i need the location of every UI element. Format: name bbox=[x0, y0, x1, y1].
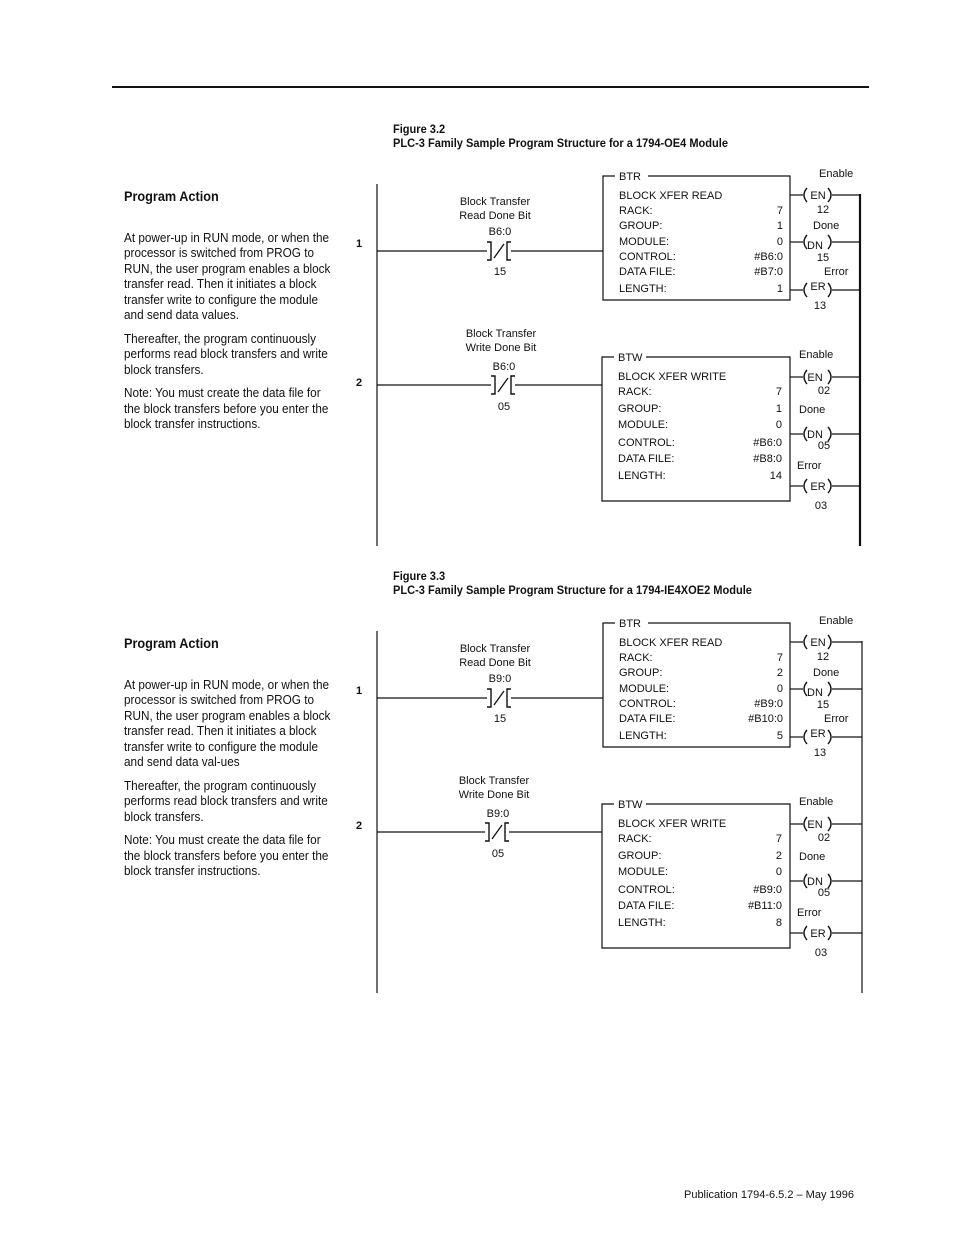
program-action-paragraph: Thereafter, the program continuously performs read block transfers and write block transfers. bbox=[124, 778, 328, 824]
field-label: LENGTH: bbox=[618, 917, 666, 929]
publication-footer: Publication 1794-6.5.2 – May 1996 bbox=[683, 1189, 854, 1201]
coil-name: EN bbox=[807, 372, 823, 384]
coil-bit: 12 bbox=[816, 651, 830, 663]
coil-label: Error bbox=[824, 713, 849, 725]
coil-name: ER bbox=[810, 481, 826, 493]
coil-en bbox=[790, 615, 862, 663]
program-action bbox=[124, 636, 336, 888]
block-title: BLOCK XFER WRITE bbox=[618, 371, 727, 383]
contact-label: Read Done Bit bbox=[459, 657, 531, 669]
field-value: 1 bbox=[776, 220, 783, 232]
coil-name: EN bbox=[810, 637, 826, 649]
coil-bit: 02 bbox=[817, 385, 831, 397]
coil-bit: 15 bbox=[816, 252, 830, 264]
rung-number: 2 bbox=[356, 820, 363, 832]
block-title: BLOCK XFER READ bbox=[619, 190, 723, 202]
coil-label: Done bbox=[799, 851, 826, 863]
field-value: 5 bbox=[776, 730, 783, 742]
btr-block bbox=[603, 618, 790, 747]
field-value: #B9:0 bbox=[754, 698, 783, 710]
field-value: #B11:0 bbox=[747, 900, 782, 912]
field-label: RACK: bbox=[618, 833, 652, 845]
field-label: MODULE: bbox=[619, 236, 670, 248]
field-value: #B8:0 bbox=[753, 453, 782, 465]
rung-number: 1 bbox=[356, 238, 363, 250]
program-action-heading: Program Action bbox=[124, 189, 219, 204]
field-value: #B6:0 bbox=[753, 437, 782, 449]
coil-en bbox=[790, 349, 860, 397]
coil-en bbox=[790, 796, 862, 844]
coil-dn bbox=[790, 851, 862, 899]
contact-bit: 05 bbox=[497, 401, 511, 413]
contact-address: B6:0 bbox=[492, 361, 516, 373]
contact-address: B9:0 bbox=[486, 808, 510, 820]
coil-label: Done bbox=[813, 667, 840, 679]
nc-contact bbox=[487, 689, 511, 707]
btr-block bbox=[603, 171, 790, 300]
field-label: LENGTH: bbox=[618, 470, 666, 482]
field-label: LENGTH: bbox=[619, 730, 667, 742]
field-value: 7 bbox=[776, 652, 783, 664]
ladder-svg bbox=[345, 613, 875, 1003]
field-label: MODULE: bbox=[618, 866, 669, 878]
figure-number: Figure 3.3 bbox=[393, 569, 446, 583]
coil-label: Enable bbox=[799, 796, 834, 808]
contact-address: B6:0 bbox=[488, 226, 512, 238]
contact-bit: 05 bbox=[491, 848, 505, 860]
field-value: 2 bbox=[775, 850, 782, 862]
field-label: RACK: bbox=[619, 205, 653, 217]
field-value: 14 bbox=[769, 470, 782, 482]
coil-label: Error bbox=[797, 460, 822, 472]
coil-name: ER bbox=[810, 281, 826, 293]
field-value: 0 bbox=[776, 683, 783, 695]
coil-name: DN bbox=[807, 240, 823, 252]
field-label: GROUP: bbox=[618, 850, 662, 862]
program-action-paragraph: At power-up in RUN mode, or when the processor is switched from PROG to RUN, the user program enables a block transfer read. Then it initiates a block transfer write to configure the module and send data val-ues bbox=[124, 677, 331, 769]
contact-address: B9:0 bbox=[488, 673, 512, 685]
field-value: 1 bbox=[776, 283, 783, 295]
field-label: DATA FILE: bbox=[619, 713, 676, 725]
rung-1 bbox=[356, 168, 860, 312]
field-value: 1 bbox=[775, 403, 782, 415]
btw-block bbox=[602, 352, 790, 501]
coil-er bbox=[790, 460, 860, 512]
coil-name: ER bbox=[810, 928, 826, 940]
field-value: 0 bbox=[776, 236, 783, 248]
coil-dn bbox=[790, 404, 860, 452]
block-type: BTR bbox=[619, 171, 641, 183]
rung-1 bbox=[356, 615, 862, 759]
header-rule bbox=[112, 86, 869, 88]
block-type: BTW bbox=[618, 352, 643, 364]
coil-bit: 13 bbox=[813, 747, 827, 759]
block-type: BTW bbox=[618, 799, 643, 811]
coil-er bbox=[790, 907, 862, 959]
field-value: #B10:0 bbox=[748, 713, 783, 725]
figure-caption bbox=[393, 569, 752, 597]
field-value: 0 bbox=[775, 866, 782, 878]
field-label: MODULE: bbox=[619, 683, 670, 695]
coil-label: Error bbox=[797, 907, 822, 919]
field-label: RACK: bbox=[619, 652, 653, 664]
coil-label: Enable bbox=[799, 349, 834, 361]
field-label: GROUP: bbox=[618, 403, 662, 415]
field-label: DATA FILE: bbox=[619, 266, 676, 278]
nc-contact bbox=[491, 376, 515, 394]
coil-bit: 13 bbox=[813, 300, 827, 312]
program-action-note: Note: You must create the data file for the block transfers before you enter the block transfer instructions. bbox=[124, 833, 329, 878]
figure-number: Figure 3.2 bbox=[393, 122, 446, 136]
ladder-diagram bbox=[345, 166, 875, 566]
block-type: BTR bbox=[619, 618, 641, 630]
field-label: DATA FILE: bbox=[618, 900, 675, 912]
rung-number: 1 bbox=[356, 685, 363, 697]
field-label: MODULE: bbox=[618, 419, 669, 431]
coil-label: Done bbox=[799, 404, 826, 416]
block-title: BLOCK XFER WRITE bbox=[618, 818, 727, 830]
btw-block bbox=[602, 799, 790, 948]
field-label: CONTROL: bbox=[619, 698, 676, 710]
contact-label: Block Transfer bbox=[458, 775, 530, 787]
coil-bit: 05 bbox=[817, 440, 831, 452]
program-action-paragraph: Thereafter, the program continuously performs read block transfers and write block transfers. bbox=[124, 331, 328, 377]
coil-er bbox=[790, 266, 860, 312]
field-value: 2 bbox=[776, 667, 783, 679]
coil-name: EN bbox=[807, 819, 823, 831]
rung-number: 2 bbox=[356, 377, 363, 389]
coil-bit: 02 bbox=[817, 832, 831, 844]
field-label: GROUP: bbox=[619, 667, 663, 679]
rung-2 bbox=[356, 328, 860, 512]
field-value: 0 bbox=[775, 419, 782, 431]
coil-en bbox=[790, 168, 860, 216]
figure-caption bbox=[393, 122, 728, 150]
coil-label: Enable bbox=[819, 615, 854, 627]
coil-bit: 03 bbox=[814, 500, 828, 512]
contact-label: Write Done Bit bbox=[458, 789, 530, 801]
coil-bit: 03 bbox=[814, 947, 828, 959]
field-value: 7 bbox=[775, 386, 782, 398]
coil-name: ER bbox=[810, 728, 826, 740]
field-label: DATA FILE: bbox=[618, 453, 675, 465]
field-label: GROUP: bbox=[619, 220, 663, 232]
contact-label: Read Done Bit bbox=[459, 210, 531, 222]
field-label: CONTROL: bbox=[618, 437, 675, 449]
coil-name: EN bbox=[810, 190, 826, 202]
field-label: CONTROL: bbox=[619, 251, 676, 263]
contact-label: Write Done Bit bbox=[465, 342, 537, 354]
coil-dn bbox=[790, 220, 860, 264]
coil-bit: 15 bbox=[816, 699, 830, 711]
contact-label: Block Transfer bbox=[459, 196, 531, 208]
program-action-paragraph: At power-up in RUN mode, or when the processor is switched from PROG to RUN, the user program enables a block transfer read. Then it initiates a block transfer write to configure the module and send data values. bbox=[124, 230, 331, 322]
coil-name: DN bbox=[807, 429, 823, 441]
contact-bit: 15 bbox=[493, 266, 507, 278]
contact-label: Block Transfer bbox=[459, 643, 531, 655]
field-label: CONTROL: bbox=[618, 884, 675, 896]
coil-bit: 12 bbox=[816, 204, 830, 216]
field-value: #B7:0 bbox=[754, 266, 783, 278]
ladder-svg bbox=[345, 166, 875, 556]
coil-label: Done bbox=[813, 220, 840, 232]
field-value: 7 bbox=[775, 833, 782, 845]
nc-contact bbox=[487, 242, 511, 260]
figure-title: PLC-3 Family Sample Program Structure for a 1794-OE4 Module bbox=[393, 136, 728, 150]
coil-label: Error bbox=[824, 266, 849, 278]
block-title: BLOCK XFER READ bbox=[619, 637, 723, 649]
coil-label: Enable bbox=[819, 168, 854, 180]
rung-2 bbox=[356, 775, 862, 959]
field-value: 7 bbox=[776, 205, 783, 217]
coil-dn bbox=[790, 667, 862, 711]
coil-name: DN bbox=[807, 687, 823, 699]
field-value: #B9:0 bbox=[753, 884, 782, 896]
field-label: RACK: bbox=[618, 386, 652, 398]
contact-bit: 15 bbox=[493, 713, 507, 725]
ladder-diagram bbox=[345, 613, 875, 1013]
field-value: 8 bbox=[775, 917, 782, 929]
coil-er bbox=[790, 713, 862, 759]
contact-label: Block Transfer bbox=[465, 328, 537, 340]
nc-contact bbox=[485, 823, 509, 841]
field-value: #B6:0 bbox=[754, 251, 783, 263]
field-label: LENGTH: bbox=[619, 283, 667, 295]
program-action-heading: Program Action bbox=[124, 636, 219, 651]
coil-name: DN bbox=[807, 876, 823, 888]
program-action-note: Note: You must create the data file for the block transfers before you enter the block transfer instructions. bbox=[124, 386, 329, 431]
coil-bit: 05 bbox=[817, 887, 831, 899]
program-action bbox=[124, 189, 336, 441]
figure-title: PLC-3 Family Sample Program Structure for a 1794-IE4XOE2 Module bbox=[393, 583, 752, 597]
